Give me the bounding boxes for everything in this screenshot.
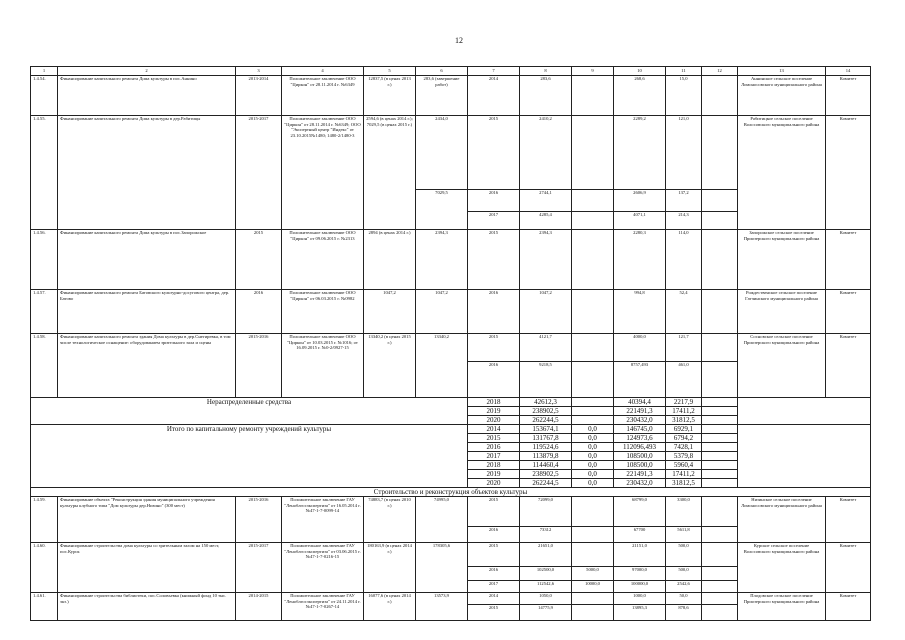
year-cell: 2016 — [468, 443, 520, 452]
column-number: 13 — [738, 67, 826, 76]
federal-cell — [572, 416, 614, 425]
local-cell: 15,0 — [666, 76, 702, 116]
year-cell: 2019 — [468, 407, 520, 416]
item-limit: 2434,0 — [416, 116, 468, 190]
item-committee: Комитет — [826, 497, 871, 543]
regional-cell: 4071,1 — [614, 212, 666, 230]
item-id: 1.4.59. — [31, 497, 58, 543]
regional-cell: 2606,9 — [614, 190, 666, 212]
regional-cell: 146745,0 — [614, 425, 666, 434]
item-limit: 13340,2 — [416, 334, 468, 398]
item-committee: Комитет — [826, 230, 871, 290]
item-estimate: 12837,5 (в ценах 2013 г.) — [364, 76, 416, 116]
total-cell: 153674,1 — [520, 425, 572, 434]
regional-cell: 13895,3 — [614, 605, 666, 621]
item-id: 1.4.56. — [31, 230, 58, 290]
year-cell: 2014 — [468, 425, 520, 434]
regional-cell: 2289,2 — [614, 116, 666, 190]
item-name: Финансирование капитального ремонта Дома культуры в дер.Рабитицы — [58, 116, 236, 230]
federal-cell — [572, 398, 614, 407]
federal-cell: 0,0 — [572, 479, 614, 488]
federal-cell — [572, 76, 614, 116]
item-limit: 178305,6 — [416, 543, 468, 593]
item-id: 1.4.54. — [31, 76, 58, 116]
year-cell: 2016 — [468, 362, 520, 398]
year-cell: 2015 — [468, 497, 520, 527]
column-number: 4 — [282, 67, 364, 76]
item-committee: Комитет — [826, 543, 871, 593]
regional-cell: 1000,0 — [614, 593, 666, 605]
item-period: 2015-2016 — [236, 497, 282, 543]
unallocated-row — [31, 398, 871, 407]
item-period: 2015-2016 — [236, 334, 282, 398]
item-estimate: 1047,2 — [364, 290, 416, 334]
table-row — [31, 290, 871, 334]
item-estimate: 13340,2 (в ценах 2015 г.) — [364, 334, 416, 398]
year-cell: 2020 — [468, 479, 520, 488]
regional-cell: 40394,4 — [614, 398, 666, 407]
item-id: 1.4.60. — [31, 543, 58, 593]
total-cell: 283,6 — [520, 76, 572, 116]
federal-cell — [572, 362, 614, 398]
total-cell: 42612,3 — [520, 398, 572, 407]
column-number: 8 — [520, 67, 572, 76]
item-name: Финансирование капитального ремонта Дома культуры в пос.Запорожское — [58, 230, 236, 290]
other-cell — [702, 497, 738, 527]
item-estimate: 2894 (в ценах 2014 г.) — [364, 230, 416, 290]
year-cell: 2017 — [468, 452, 520, 461]
regional-cell: 100000,0 — [614, 581, 666, 593]
regional-cell: 68799,0 — [614, 497, 666, 527]
column-number: 12 — [702, 67, 738, 76]
local-cell: 7428,1 — [666, 443, 702, 452]
year-cell: 2016 — [468, 527, 520, 543]
local-cell: 500,0 — [666, 567, 702, 581]
item-expertise: Положительное заключение ООО "Циркон" от 28.11.2014 г. №6349; ООО "Экспертный центр "Индекс" от 23.10.2015№1480; 1480-2/1480-3 — [282, 116, 364, 230]
regional-cell: 268,6 — [614, 76, 666, 116]
year-cell: 2018 — [468, 461, 520, 470]
item-name: Финансирование объекта "Реконструкция здания муниципального учреждения культуры клубного типа "Дом культуры дер.Низино" (300 мест) — [58, 497, 236, 543]
item-period: 2014-2015 — [236, 593, 282, 621]
item-expertise: Положительное заключение ГАУ "Леноблгосэкспертиза" от 24.11.2014 г. №47-1-7-0267-14 — [282, 593, 364, 621]
item-limit: 74995,0 — [416, 497, 468, 543]
local-cell: 878,6 — [666, 605, 702, 621]
column-number-row — [31, 67, 871, 76]
item-name: Финансирование капитального ремонта Дома культуры в пос.Аннино — [58, 76, 236, 116]
item-expertise: Положительное заключение ООО "Циркон" от 06.03.2015 г. №0982 — [282, 290, 364, 334]
item-period: 2015 — [236, 230, 282, 290]
total-row — [31, 425, 871, 434]
year-cell: 2015 — [468, 116, 520, 190]
regional-cell: 994,8 — [614, 290, 666, 334]
local-cell: 121,0 — [666, 116, 702, 190]
item-recipient: Рабитицкое сельское поселение Волосовского муниципального района — [738, 116, 826, 230]
other-cell — [702, 76, 738, 116]
total-cell: 1050,0 — [520, 593, 572, 605]
year-cell: 2016 — [468, 190, 520, 212]
local-cell: 214,3 — [666, 212, 702, 230]
other-cell — [702, 362, 738, 398]
item-recipient: Низинское сельское поселение Ломоносовского муниципального района — [738, 497, 826, 543]
federal-cell — [572, 290, 614, 334]
regional-cell: 108500,0 — [614, 461, 666, 470]
total-cell: 2410,2 — [520, 116, 572, 190]
local-cell: 3300,0 — [666, 497, 702, 527]
item-expertise: Положительное заключение ООО "Циркон" от 28.11.2014 г. №6349 — [282, 76, 364, 116]
total-cell: 72099,0 — [520, 497, 572, 527]
total-cell: 73312 — [520, 527, 572, 543]
column-number: 9 — [572, 67, 614, 76]
regional-cell: 230432,0 — [614, 479, 666, 488]
local-cell: 17411,2 — [666, 407, 702, 416]
budget-table — [30, 66, 871, 621]
federal-cell — [572, 497, 614, 527]
local-cell: 50,0 — [666, 593, 702, 605]
total-cell: 102500,0 — [520, 567, 572, 581]
local-cell: 2542,6 — [666, 581, 702, 593]
year-cell: 2017 — [468, 212, 520, 230]
year-cell: 2015 — [468, 605, 520, 621]
item-expertise: Положительное заключение ГАУ "Леноблгосэкспертиза" от 16.05.2014 г. №47-1-7-0099-14 — [282, 497, 364, 543]
item-id: 1.4.57. — [31, 290, 58, 334]
table-row — [31, 334, 871, 362]
federal-cell — [572, 605, 614, 621]
federal-cell: 0,0 — [572, 452, 614, 461]
item-estimate: 16077,6 (в ценах 2014 г.) — [364, 593, 416, 621]
other-cell — [702, 334, 738, 362]
year-cell: 2016 — [468, 290, 520, 334]
regional-cell: 97000,0 — [614, 567, 666, 581]
regional-cell: 124973,6 — [614, 434, 666, 443]
regional-cell: 8757,493 — [614, 362, 666, 398]
other-cell — [702, 543, 738, 567]
federal-cell: 10000,0 — [572, 581, 614, 593]
federal-cell — [572, 212, 614, 230]
regional-cell: 221491,3 — [614, 407, 666, 416]
item-id: 1.4.58. — [31, 334, 58, 398]
federal-cell — [572, 190, 614, 212]
item-limit-2: 7029,5 — [416, 190, 468, 230]
year-cell: 2014 — [468, 76, 520, 116]
item-id: 1.4.55. — [31, 116, 58, 230]
item-expertise: Положительное заключение ГАУ "Леноблгосэкспертиза" от 03.06.2015 г. №47-1-7-0216-15 — [282, 543, 364, 593]
year-cell: 2019 — [468, 470, 520, 479]
item-id: 1.4.61. — [31, 593, 58, 621]
local-cell: 137,2 — [666, 190, 702, 212]
column-number: 2 — [58, 67, 236, 76]
total-cell: 238902,5 — [520, 470, 572, 479]
local-cell: 17411,2 — [666, 470, 702, 479]
item-period: 2015-2017 — [236, 543, 282, 593]
table-row — [31, 497, 871, 527]
column-number: 5 — [364, 67, 416, 76]
page-number: 12 — [455, 36, 463, 45]
table-row — [31, 76, 871, 116]
item-recipient: Аннинское сельское поселение Ломоносовского муниципального района — [738, 76, 826, 116]
total-cell: 1047,2 — [520, 290, 572, 334]
item-name: Финансирование капитального ремонта здания Дома культуры в дер.Снегиревка, в том числе технологическое оснащение: оборудованием зрительного зала и сцены — [58, 334, 236, 398]
year-cell: 2018 — [468, 398, 520, 407]
total-cell: 119524,6 — [520, 443, 572, 452]
column-number: 3 — [236, 67, 282, 76]
item-recipient: Рождественское сельское поселение Гатчинского муниципального района — [738, 290, 826, 334]
table-row — [31, 593, 871, 605]
total-label: Итого по капитальному ремонту учреждений культуры — [31, 425, 468, 488]
item-name: Финансирование строительства дома культуры со зрительным залом на 150 мест, пос.Курск — [58, 543, 236, 593]
table-row — [31, 116, 871, 190]
item-committee: Комитет — [826, 290, 871, 334]
item-limit: 1047,2 — [416, 290, 468, 334]
other-cell — [702, 212, 738, 230]
federal-cell: 0,0 — [572, 425, 614, 434]
item-committee: Комитет — [826, 593, 871, 621]
year-cell: 2017 — [468, 581, 520, 593]
column-number: 7 — [468, 67, 520, 76]
regional-cell: 21151,0 — [614, 543, 666, 567]
year-cell: 2020 — [468, 416, 520, 425]
item-committee: Комитет — [826, 334, 871, 398]
year-cell: 2015 — [468, 230, 520, 290]
local-cell: 2217,9 — [666, 398, 702, 407]
other-cell — [702, 116, 738, 190]
local-cell: 121,7 — [666, 334, 702, 362]
total-cell: 4121,7 — [520, 334, 572, 362]
total-cell: 238902,5 — [520, 407, 572, 416]
table-row — [31, 543, 871, 567]
item-committee: Комитет — [826, 116, 871, 230]
total-cell: 113879,8 — [520, 452, 572, 461]
item-expertise: Положительное заключение ООО "Циркон" от 10.03.2015 г. №1016; от 16.09.2015 г. №0-2/0927-15 — [282, 334, 364, 398]
year-cell: 2015 — [468, 334, 520, 362]
total-cell: 262244,5 — [520, 416, 572, 425]
federal-cell: 0,0 — [572, 434, 614, 443]
column-number: 11 — [666, 67, 702, 76]
column-number: 14 — [826, 67, 871, 76]
item-recipient: Сосновское сельское поселение Приозерского муниципального района — [738, 334, 826, 398]
local-cell: 114,0 — [666, 230, 702, 290]
total-cell: 131767,8 — [520, 434, 572, 443]
local-cell: 52,4 — [666, 290, 702, 334]
local-cell: 31812,5 — [666, 416, 702, 425]
total-cell: 112542,6 — [520, 581, 572, 593]
year-cell: 2016 — [468, 567, 520, 581]
regional-cell: 108500,0 — [614, 452, 666, 461]
other-cell — [702, 567, 738, 581]
column-number: 1 — [31, 67, 58, 76]
other-cell — [702, 593, 738, 605]
federal-cell — [572, 230, 614, 290]
item-period: 2013-2014 — [236, 76, 282, 116]
federal-cell: 0,0 — [572, 470, 614, 479]
item-recipient: Запорожское сельское поселение Приозерского муниципального района — [738, 230, 826, 290]
total-cell: 14775,9 — [520, 605, 572, 621]
federal-cell: 0,0 — [572, 443, 614, 452]
total-cell: 4285,4 — [520, 212, 572, 230]
item-committee: Комитет — [826, 76, 871, 116]
column-number: 6 — [416, 67, 468, 76]
item-recipient: Плодовское сельское поселение Приозерского муниципального района — [738, 593, 826, 621]
column-number: 10 — [614, 67, 666, 76]
item-limit: 2394,3 — [416, 230, 468, 290]
local-cell: 6794,2 — [666, 434, 702, 443]
item-period: 2016 — [236, 290, 282, 334]
total-cell: 262244,5 — [520, 479, 572, 488]
year-cell: 2014 — [468, 593, 520, 605]
total-cell: 21651,0 — [520, 543, 572, 567]
regional-cell: 2280,3 — [614, 230, 666, 290]
other-cell — [702, 527, 738, 543]
year-cell: 2015 — [468, 543, 520, 567]
item-estimate: 180163,9 (в ценах 2014 г.) — [364, 543, 416, 593]
total-cell: 9218,5 — [520, 362, 572, 398]
federal-cell — [572, 116, 614, 190]
other-cell — [702, 190, 738, 212]
total-cell: 114460,4 — [520, 461, 572, 470]
other-cell — [702, 230, 738, 290]
year-cell: 2015 — [468, 434, 520, 443]
other-cell — [702, 290, 738, 334]
item-period: 2015-2017 — [236, 116, 282, 230]
item-name: Финансирование капитального ремонта Батовского культурно-досугового центра, дер. Батово — [58, 290, 236, 334]
item-expertise: Положительное заключение ООО "Циркон" от 09.06.2015 г. №2313 — [282, 230, 364, 290]
regional-cell: 4000,0 — [614, 334, 666, 362]
local-cell: 500,0 — [666, 543, 702, 567]
local-cell: 5611,8 — [666, 527, 702, 543]
regional-cell: 67700 — [614, 527, 666, 543]
regional-cell: 112096,493 — [614, 443, 666, 452]
local-cell: 461,0 — [666, 362, 702, 398]
item-limit: 283,6 (завершение работ) — [416, 76, 468, 116]
section-title: Строительство и реконструкция объектов культуры — [31, 488, 871, 497]
item-estimate: 2594,6 (в ценах 2014 г.); 7029,5 (в ценах 2015 г.) — [364, 116, 416, 230]
local-cell: 31812,5 — [666, 479, 702, 488]
federal-cell — [572, 527, 614, 543]
total-cell: 2744,1 — [520, 190, 572, 212]
other-cell — [702, 581, 738, 593]
section-title-row — [31, 488, 871, 497]
local-cell: 5379,8 — [666, 452, 702, 461]
local-cell: 5960,4 — [666, 461, 702, 470]
table-row — [31, 230, 871, 290]
federal-cell — [572, 407, 614, 416]
other-cell — [702, 605, 738, 621]
federal-cell: 5000,0 — [572, 567, 614, 581]
unallocated-label: Нераспределенные средства — [31, 398, 468, 425]
local-cell: 6929,1 — [666, 425, 702, 434]
federal-cell: 0,0 — [572, 461, 614, 470]
item-estimate: 74883,7 (в ценах 2010 г.) — [364, 497, 416, 543]
item-recipient: Курское сельское поселение Волосовского муниципального района — [738, 543, 826, 593]
federal-cell — [572, 593, 614, 605]
regional-cell: 230432,0 — [614, 416, 666, 425]
federal-cell — [572, 334, 614, 362]
item-name: Финансирование строительства библиотеки, пос.Соловьевка (книжный фонд 10 тыс. экз.) — [58, 593, 236, 621]
federal-cell — [572, 543, 614, 567]
item-limit: 13573,9 — [416, 593, 468, 621]
total-cell: 2394,3 — [520, 230, 572, 290]
regional-cell: 221491,3 — [614, 470, 666, 479]
